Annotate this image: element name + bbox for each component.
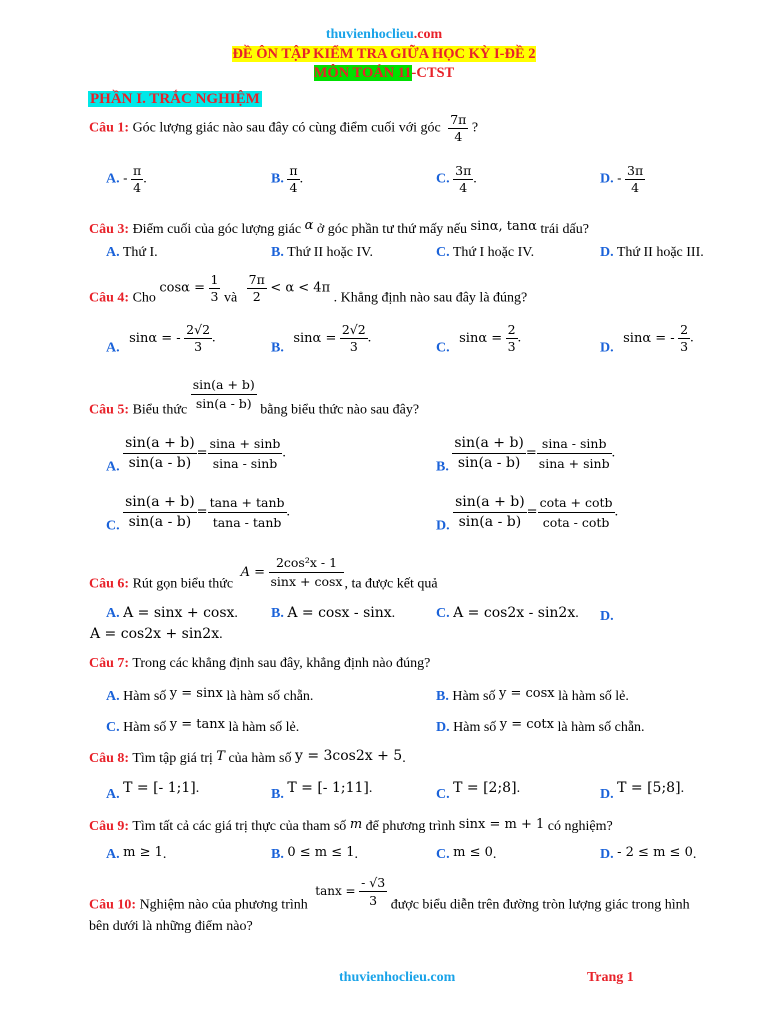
math-expr: T = [- 1;11] (287, 780, 369, 796)
option-letter: A. (106, 340, 120, 356)
fraction (537, 434, 612, 473)
fraction (209, 272, 221, 305)
math-expr: sinα = (459, 330, 503, 346)
q4-option-c[interactable]: C. sinα = $\frac{2}{3}$ . (436, 322, 522, 356)
frac-den: sin(a - b) (123, 453, 197, 473)
q3-option-a[interactable] (106, 245, 158, 261)
question-tail: ? (471, 120, 479, 136)
frac-num: 2√2 (341, 322, 366, 337)
math-expr: T = [- 1;1] (123, 780, 196, 796)
frac-num: sin(a + b) (125, 435, 195, 451)
question-text: . Khẳng định nào sau đây là đúng? (333, 290, 528, 306)
fraction (359, 874, 387, 909)
q1-option-b[interactable]: B. $\frac{\pi}{4}$ . (271, 163, 304, 195)
option-letter: B. (271, 787, 284, 802)
q3-option-c[interactable] (436, 245, 534, 261)
question-text: Góc lượng giác nào sau đây có cùng điểm cuối với góc (132, 120, 441, 136)
q5-option-d[interactable]: D. $\frac{\sin(a + b)}{\sin(a - b)}$ = $\frac{\cot a + \cot b}{\cot a - \cot b}$ . (436, 494, 619, 534)
frac-den: 4 (625, 179, 645, 196)
option-letter: B. (271, 171, 284, 187)
option-text: Hàm số (452, 689, 496, 704)
question-10 (89, 874, 690, 914)
q4-option-a[interactable]: A. sinα = - $\frac{2√2}{3}$ . (106, 322, 216, 356)
frac-num: π (289, 163, 298, 178)
fraction (340, 322, 368, 355)
math-expr: - 2 ≤ m ≤ 0 (617, 845, 693, 860)
question-label: Câu 4: (89, 290, 130, 306)
part-title (88, 91, 262, 108)
frac-den: 4 (287, 179, 299, 196)
option-letter: D. (600, 609, 614, 624)
math-expr: sinα = - (623, 330, 675, 346)
option-text: Thứ I. (122, 245, 158, 260)
fraction (452, 434, 526, 473)
math-expr: sinx = m + 1 (458, 817, 545, 832)
q8-option-c[interactable]: C. T = [2;8]. (436, 780, 521, 802)
math-expr: y = cotx (499, 717, 554, 732)
math-expr: T = [5;8] (617, 780, 681, 796)
option-letter: B. (271, 606, 284, 621)
frac-num: π (133, 163, 142, 178)
option-letter: C. (106, 720, 120, 735)
frac-num: 3π (627, 163, 644, 178)
option-letter: B. (436, 689, 449, 704)
fraction (538, 493, 615, 532)
option-letter: A. (106, 847, 120, 862)
fraction (131, 163, 143, 196)
q4-option-d[interactable]: D. sinα = - $\frac{2}{3}$ . (600, 322, 694, 356)
option-letter: D. (600, 847, 614, 862)
option-letter: C. (436, 245, 450, 260)
frac-num: sina + sinb (209, 436, 281, 451)
frac-den: 4 (453, 179, 473, 196)
math-expr: A = cosx - sinx (287, 605, 392, 621)
q1-option-a[interactable]: A. - $\frac{\pi}{4}$ . (106, 163, 147, 195)
exam-title (0, 46, 768, 63)
question-9 (89, 817, 613, 835)
q7-option-c[interactable] (106, 717, 299, 736)
frac-num: sin(a + b) (125, 494, 195, 510)
frac-num: 7π (450, 112, 467, 127)
fraction (287, 163, 299, 196)
q6-option-d[interactable] (600, 609, 614, 625)
question-label: Câu 7: (89, 656, 130, 671)
subject-title (0, 65, 768, 82)
option-letter: D. (600, 340, 614, 356)
frac-den: sina + sinb (537, 453, 612, 473)
math-expr: 0 ≤ m ≤ 1 (287, 845, 355, 860)
question-label: Câu 3: (89, 222, 130, 237)
frac-den: sina - sinb (208, 453, 283, 473)
option-letter: C. (106, 518, 120, 534)
math-expr: tanx = (315, 883, 356, 898)
math-expr: y = cosx (499, 686, 555, 701)
q7-option-b[interactable] (436, 686, 629, 705)
question-text: Điểm cuối của góc lượng giác (132, 222, 302, 237)
question-text: bên dưới là những điểm nào? (89, 919, 253, 934)
option-letter: D. (436, 518, 450, 534)
question-8: Câu 8: Tìm tập giá trị T của hàm số y = 3cos2x + 5. (89, 748, 406, 766)
question-text: , ta được kết quả (344, 576, 438, 592)
subject-title-rest: -CTST (411, 65, 455, 81)
fraction (184, 322, 212, 355)
q3-option-d[interactable] (600, 245, 704, 261)
frac-den: 3 (184, 338, 212, 355)
question-label: Câu 9: (89, 819, 130, 834)
q7-option-d[interactable] (436, 717, 645, 736)
frac-den: sinx + cosx (270, 574, 343, 589)
option-letter: A. (106, 459, 120, 475)
option-letter: C. (436, 787, 450, 802)
question-4 (89, 272, 527, 307)
option-letter: C. (436, 847, 450, 862)
option-letter: C. (436, 606, 450, 621)
frac-den: 4 (448, 128, 468, 145)
frac-den: 3 (340, 338, 368, 355)
frac-den: sin(a - b) (452, 453, 526, 473)
alpha-symbol: α (304, 218, 314, 233)
question-text: Biểu thức (132, 402, 188, 418)
math-expr: y = 3cos2x + 5 (294, 748, 403, 764)
option-letter: D. (436, 720, 450, 735)
question-text: Tìm tất cả các giá trị thực của tham số (132, 819, 347, 834)
math-expr: T (216, 749, 225, 764)
question-text: Cho (132, 290, 156, 306)
option-letter: A. (106, 171, 120, 187)
question-1 (89, 112, 478, 145)
fraction (191, 376, 257, 413)
math-expr: A = sinx + cosx (123, 605, 235, 621)
part-title-text: PHẦN I. TRẮC NGHIỆM (90, 91, 260, 107)
math-expr: A = cos2x - sin2x (453, 605, 576, 621)
frac-den: sin(a - b) (191, 394, 257, 413)
frac-den: cota - cotb (538, 512, 615, 532)
fraction (506, 322, 518, 355)
q9-option-c[interactable]: C. m ≤ 0. (436, 845, 497, 862)
frac-num: 2 (507, 322, 516, 337)
math-expr: m (349, 817, 363, 832)
frac-den: 3 (680, 339, 689, 354)
question-3 (89, 218, 589, 238)
frac-den: 2 (247, 288, 267, 305)
option-text: là hàm số chẵn. (226, 689, 314, 704)
option-letter: A. (106, 689, 120, 704)
question-text: Tìm tập giá trị (132, 751, 213, 766)
question-5 (89, 376, 419, 419)
question-label: Câu 1: (89, 120, 130, 136)
fraction (678, 322, 690, 355)
option-sign: - (123, 171, 128, 187)
site-tld: .com (413, 27, 443, 42)
fraction (123, 434, 197, 473)
question-text: Rút gọn biểu thức (132, 576, 234, 592)
site-header (0, 27, 768, 43)
question-text: và (223, 290, 238, 306)
frac-num: sina - sinb (541, 436, 607, 451)
option-text: Thứ I hoặc IV. (452, 245, 535, 260)
frac-num: 2 (680, 322, 689, 337)
q1-option-d[interactable] (600, 163, 645, 196)
question-label: Câu 10: (89, 897, 137, 913)
option-text: là hàm số lẻ. (228, 720, 300, 735)
frac-den: sin(a - b) (123, 512, 197, 532)
option-text: Hàm số (123, 720, 167, 735)
question-text: trái dấu? (540, 222, 589, 237)
question-text: bằng biểu thức nào sau đây? (260, 402, 420, 418)
math-expr: y = sinx (169, 686, 223, 701)
math-expr: sinα, tanα (470, 219, 537, 234)
question-10-continued (89, 919, 253, 935)
fraction (247, 272, 267, 305)
question-text: ở góc phần tư thứ mấy nếu (316, 222, 467, 237)
question-label: Câu 8: (89, 751, 130, 766)
q8-option-a[interactable]: A. T = [- 1;1]. (106, 780, 200, 802)
math-expr: T = [2;8] (453, 780, 517, 796)
option-text: Hàm số (453, 720, 497, 735)
math-expr: < α < 4π (270, 280, 331, 296)
fraction (208, 434, 283, 473)
q9-option-b[interactable]: B. 0 ≤ m ≤ 1. (271, 845, 359, 862)
frac-den: 3 (359, 891, 387, 909)
option-letter: B. (271, 847, 284, 862)
q5-option-a[interactable]: A. $\frac{\sin(a + b)}{\sin(a - b)}$ = $\frac{\sin a + \sin b}{\sin a - \sin b}$ . (106, 435, 286, 475)
option-letter: C. (436, 340, 450, 356)
math-expr: cosα = (159, 280, 205, 296)
question-text: của hàm số (228, 751, 292, 766)
question-text: được biểu diễn trên đường tròn lượng giác trong hình (390, 897, 690, 913)
math-expr: sinα = - (129, 330, 181, 346)
option-letter: D. (600, 787, 614, 802)
question-text: Trong các khẳng định sau đây, khẳng định nào đúng? (132, 656, 431, 671)
subject-title-highlight: MÔN TOÁN 11 (313, 65, 412, 81)
frac-den: 3 (507, 339, 516, 354)
math-expr: y = tanx (169, 717, 225, 732)
question-text: để phương trình (365, 819, 456, 834)
frac-num: 3π (455, 163, 472, 178)
footer-page-number: Trang 1 (587, 970, 634, 985)
fraction (448, 112, 468, 145)
q6-option-d-expr: A = cos2x + sin2x. (90, 626, 223, 642)
frac-den: sin(a - b) (453, 512, 527, 532)
site-name: thuvienhoclieu (325, 27, 414, 42)
q6-option-b[interactable]: B. A = cosx - sinx. (271, 605, 396, 621)
frac-num: 1 (210, 272, 219, 287)
option-letter: B. (271, 245, 284, 260)
q5-option-b[interactable]: B. $\frac{\sin(a + b)}{\sin(a - b)}$ = $\frac{\sin a - \sin b}{\sin a + \sin b}$ . (436, 435, 616, 475)
math-expr: sinα = (293, 330, 337, 346)
option-letter: C. (436, 171, 450, 187)
frac-num: 2cos²x - 1 (275, 555, 338, 570)
option-letter: B. (271, 340, 284, 356)
question-label: Câu 6: (89, 576, 130, 592)
q9-option-a[interactable]: A. m ≥ 1. (106, 845, 167, 862)
option-letter: A. (106, 787, 120, 802)
frac-num: - √3 (361, 875, 386, 890)
q6-option-a[interactable]: A. A = sinx + cosx. (106, 605, 238, 621)
footer-site: thuvienhoclieu.com (339, 970, 456, 985)
option-text: là hàm số chẵn. (557, 720, 645, 735)
frac-den: tana - tanb (208, 512, 287, 532)
frac-num: sin(a + b) (454, 435, 524, 451)
fraction (453, 163, 473, 196)
fraction (625, 163, 645, 196)
option-letter: D. (600, 171, 614, 187)
option-text: Hàm số (123, 689, 167, 704)
math-expr: A = (240, 564, 266, 580)
q6-option-c[interactable]: C. A = cos2x - sin2x. (436, 605, 579, 621)
question-label: Câu 5: (89, 402, 130, 418)
option-letter: B. (436, 459, 449, 475)
frac-num: cota + cotb (539, 495, 613, 510)
option-text: Thứ II hoặc IV. (287, 245, 373, 260)
exam-title-text: ĐỀ ÔN TẬP KIỂM TRA GIỮA HỌC KỲ I-ĐỀ 2 (232, 46, 536, 62)
option-text: Thứ II hoặc III. (616, 245, 704, 260)
q8-option-b[interactable]: B. T = [- 1;11]. (271, 780, 373, 802)
q5-option-c[interactable]: C. $\frac{\sin(a + b)}{\sin(a - b)}$ = $\frac{\tan a + \tan b}{\tan a - \tan b}$ . (106, 494, 291, 534)
fraction (123, 493, 197, 532)
option-letter: A. (106, 606, 120, 621)
q8-option-d[interactable]: D. T = [5;8]. (600, 780, 685, 802)
option-text: là hàm số lẻ. (558, 689, 629, 704)
frac-den: 3 (210, 289, 219, 304)
fraction (208, 493, 287, 532)
question-6 (89, 554, 438, 593)
option-letter: D. (600, 245, 614, 260)
frac-den: 4 (131, 179, 143, 196)
fraction (269, 554, 345, 591)
frac-num: tana + tanb (209, 495, 285, 510)
option-sign: - (617, 171, 622, 187)
q7-option-a[interactable] (106, 686, 313, 705)
math-expr: A = cos2x + sin2x (90, 626, 220, 642)
q9-option-d[interactable]: D. - 2 ≤ m ≤ 0. (600, 845, 697, 862)
question-7 (89, 656, 430, 672)
math-expr: m ≤ 0 (453, 845, 493, 860)
q4-option-b[interactable]: B. sinα = $\frac{2√2}{3}$ . (271, 322, 372, 356)
frac-num: 2√2 (186, 322, 211, 337)
question-text: có nghiệm? (547, 819, 613, 834)
frac-num: sin(a + b) (455, 494, 525, 510)
frac-num: 7π (248, 272, 265, 287)
frac-num: sin(a + b) (192, 377, 255, 392)
math-expr: m ≥ 1 (123, 845, 163, 860)
q1-option-c[interactable]: C. $\frac{3\pi}{4}$ . (436, 163, 477, 195)
option-letter: A. (106, 245, 120, 260)
question-text: Nghiệm nào của phương trình (139, 897, 308, 913)
q3-option-b[interactable] (271, 245, 373, 261)
fraction (453, 493, 527, 532)
